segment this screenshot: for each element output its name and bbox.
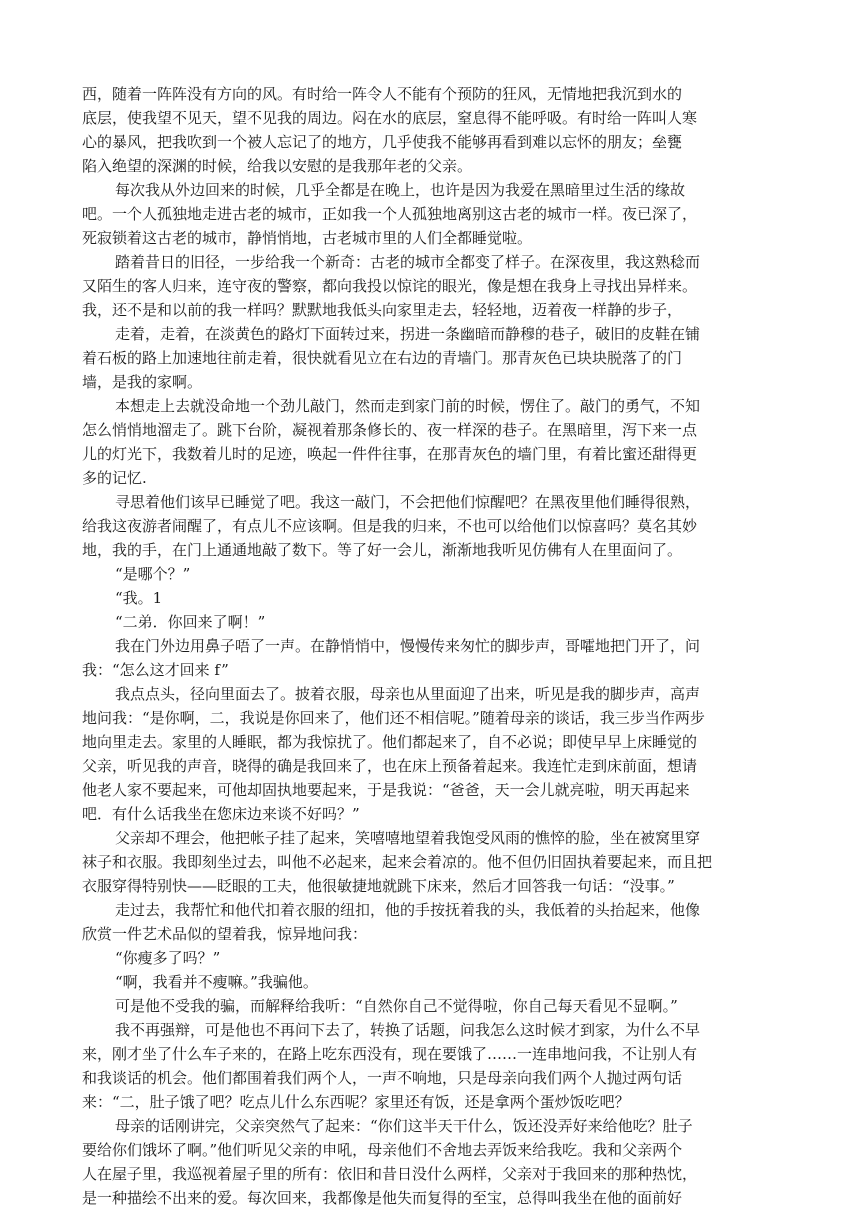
text-line: “是哪个？” [115,565,191,583]
text-line: 我在门外边用鼻子唔了一声。在静悄悄中，慢慢传来匆忙的脚步声，哥嚯地把门开了，问 [115,637,701,655]
text-line: 吧．有什么话我坐在您床边来谈不好吗？” [82,805,360,823]
text-line: 可是他不受我的骗，而解释给我听：“自然你自己不觉得啦，你自己每天看见不显啊。” [115,997,678,1015]
text-line: 我点点头，径向里面去了。披着衣服，母亲也从里面迎了出来，听见是我的脚步声，高声 [115,685,701,703]
text-line: 墙，是我的家啊。 [82,373,203,391]
text-line: 多的记忆. [82,469,147,487]
text-line: 陷入绝望的深渊的时候，给我以安慰的是我那年老的父亲。 [82,157,473,175]
text-line: 父亲却不理会，他把帐子挂了起来，笑嘻嘻地望着我饱受风雨的憔悴的脸，坐在被窝里穿 [115,829,701,847]
text-line: 人在屋子里，我巡视着屋子里的所有：依旧和昔日没什么两样，父亲对于我回来的那种热忱， [82,1165,698,1183]
text-line: 给我这夜游者闹醒了，有点儿不应该啊。但是我的归来，不也可以给他们以惊喜吗？莫名其妙 [82,517,698,535]
text-line: 我，还不是和以前的我一样吗？默默地我低头向家里走去，轻轻地，迈着夜一样静的步子， [82,301,683,319]
text-line: 欣赏一件艺术品似的望着我，惊异地问我： [82,925,368,943]
text-line: 袜子和衣服。我即刻坐过去，叫他不必起来，起来会着凉的。他不但仍旧固执着要起来，而且把 [82,853,713,871]
text-line: “二弟．你回来了啊！” [115,613,266,631]
text-line: 来：“二，肚子饿了吧？吃点儿什么东西呢？家里还有饭，还是拿两个蛋炒饭吃吧？ [82,1093,630,1111]
text-line: 心的暴风，把我吹到一个被人忘记了的地方，几乎使我不能够再看到难以忘怀的朋友；垒甕 [82,133,683,151]
text-line: “我。1 [115,589,163,607]
text-line: 踏着昔日的旧径，一步给我一个新奇：古老的城市全都变了样子。在深夜里，我这熟稔而 [115,253,701,271]
text-line: 西，随着一阵阵没有方向的风。有时给一阵令人不能有个预防的狂风，无情地把我沉到水的 [82,85,683,103]
text-line: 地问我：“是你啊，二，我说是你回来了，他们还不相信呢。”随着母亲的谈话，我三步当作两步 [82,709,705,727]
text-line: 又陌生的客人归来，连守夜的警察，都向我投以惊诧的眼光，像是想在我身上寻找出异样来。 [82,277,698,295]
text-line: 着石板的路上加速地往前走着，很快就看见立在右边的青墙门。那青灰色已块块脱落了的门 [82,349,683,367]
text-line: “啊，我看并不瘦嘛。”我骗他。 [115,973,318,991]
text-line: 我：“怎么这才回来 f” [82,661,229,679]
text-line: 来，刚才坐了什么车子来的，在路上吃东西没有，现在要饿了……一连串地问我，不让别人有 [82,1045,698,1063]
text-line: 儿的灯光下，我数着儿时的足迹，唤起一件件往事，在那青灰色的墙门里，有着比蜜还甜得更 [82,445,698,463]
text-line: 走着，走着，在淡黄色的路灯下面转过来，拐进一条幽暗而静穆的巷子，破旧的皮鞋在铺 [115,325,701,343]
text-line: “你瘦多了吗？” [115,949,221,967]
text-line: 每次我从外边回来的时候，几乎全都是在晚上，也许是因为我爱在黑暗里过生活的缘故 [115,181,686,199]
text-line: 他老人家不要起来，可他却固执地要起来，于是我说：“爸爸，天一会儿就亮啦，明天再起来 [82,781,690,799]
text-line: 地向里走去。家里的人睡眠，都为我惊扰了。他们都起来了，自不必说；即使早早上床睡觉的 [82,733,698,751]
text-line: 本想走上去就没命地一个劲儿敲门，然而走到家门前的时候，愣住了。敲门的勇气，不知 [115,397,701,415]
text-line: 地，我的手，在门上通通地敲了数下。等了好一会儿，渐渐地我听见仿佛有人在里面问了。 [82,541,683,559]
text-line: 怎么悄悄地溜走了。跳下台阶，凝视着那条修长的、夜一样深的巷子。在黑暗里，泻下来一点 [82,421,698,439]
text-line: 要给你们饿坏了啊。”他们听见父亲的申吼，母亲他们不舍地去弄饭来给我吃。我和父亲两个 [82,1141,683,1159]
text-line: 吧。一个人孤独地走进古老的城市，正如我一个人孤独地离别这古老的城市一样。夜已深了， [82,205,698,223]
text-line: 死寂锁着这古老的城市，静悄悄地，古老城市里的人们全都睡觉啦。 [82,229,533,247]
text-line: 寻思着他们该早已睡觉了吧。我这一敲门，不会把他们惊醒吧？在黑夜里他们睡得很熟， [115,493,701,511]
text-line: 走过去，我帮忙和他代扣着衣服的纽扣，他的手按抚着我的头，我低着的头抬起来，他像 [115,901,701,919]
text-line: 母亲的话刚讲完，父亲突然气了起来：“你们这半天干什么，饭还没弄好来给他吃？肚子 [115,1117,693,1135]
text-line: 衣服穿得特别快——眨眼的工夫，他很敏捷地就跳下床来，然后才回答我一句话：“没事。” [82,877,675,895]
text-line: 父亲，听见我的声音，晓得的确是我回来了，也在床上预备着起来。我连忙走到床前面，想请 [82,757,698,775]
text-line: 底层，使我望不见天，望不见我的周边。闷在水的底层，窒息得不能呼吸。有时给一阵叫人寒 [82,109,698,127]
text-line: 是一种描绘不出来的爱。每次回来，我都像是他失而复得的至宝，总得叫我坐在他的面前好 [82,1189,683,1207]
text-line: 我不再强辩，可是他也不再问下去了，转换了话题，问我怎么这时候才到家，为什么不早 [115,1021,701,1039]
text-line: 和我谈话的机会。他们都围着我们两个人，一声不响地，只是母亲向我们两个人抛过两句话 [82,1069,683,1087]
